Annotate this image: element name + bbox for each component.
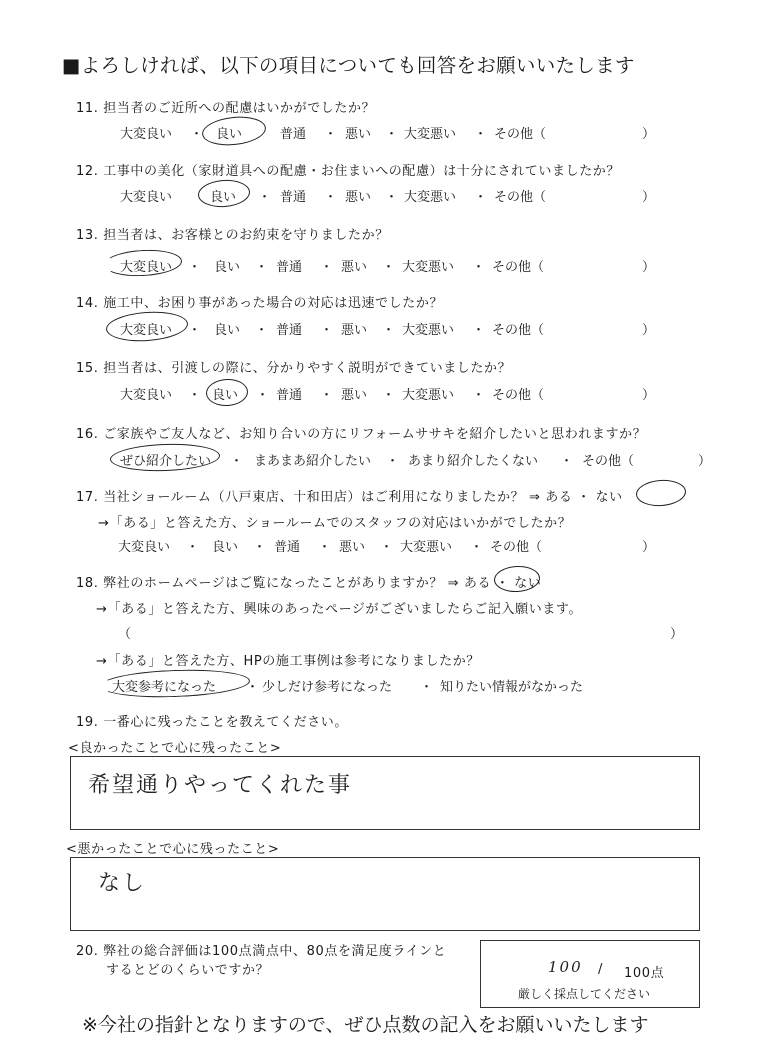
page-header: ■よろしければ、以下の項目についても回答をお願いいたします <box>62 54 635 77</box>
separator: ・ <box>320 323 334 338</box>
separator: ・ <box>385 127 399 142</box>
bad-memory-box[interactable] <box>70 857 700 931</box>
good-memory-answer: 希望通りやってくれた事 <box>88 773 353 798</box>
separator: ・ <box>188 388 202 403</box>
separator: ・ <box>386 454 400 469</box>
option-bad[interactable]: 悪い <box>341 388 368 403</box>
option-normal[interactable]: 普通 <box>280 127 307 142</box>
separator: ・ <box>382 260 396 275</box>
bad-memory-label: <悪かったことで心に残ったこと> <box>66 842 280 857</box>
separator: ・ <box>230 454 244 469</box>
separator: ・ <box>324 127 338 142</box>
separator: ・ <box>385 190 399 205</box>
option-bad[interactable]: 悪い <box>345 190 372 205</box>
option-very-good[interactable]: 大変良い <box>120 388 173 403</box>
score-note: 厳しく採点してください <box>518 987 651 1001</box>
separator: ・ <box>318 540 332 555</box>
option-other[interactable]: その他（ <box>494 190 547 205</box>
option-normal[interactable]: 普通 <box>276 388 303 403</box>
question-17-text: 17. 当社ショールーム（八戸東店、十和田店）はご利用になりましたか？ ⇒ ある ・ ない <box>76 490 623 505</box>
separator: ・ <box>256 388 270 403</box>
separator: ・ <box>380 540 394 555</box>
question-20-line1: 20. 弊社の総合評価は100点満点中、80点を満足度ラインと <box>76 944 447 959</box>
option-good[interactable]: 良い <box>212 388 239 403</box>
option-definitely-refer[interactable]: ぜひ紹介したい <box>120 454 212 469</box>
paren-close: ） <box>642 127 656 142</box>
separator: ・ <box>320 260 334 275</box>
option-very-good[interactable]: 大変良い <box>118 540 171 555</box>
option-other[interactable]: その他（ <box>494 127 547 142</box>
option-very-bad[interactable]: 大変悪い <box>404 190 457 205</box>
option-not-helpful[interactable]: 知りたい情報がなかった <box>440 680 584 695</box>
option-very-good[interactable]: 大変良い <box>120 260 173 275</box>
option-good[interactable]: 良い <box>212 540 239 555</box>
option-good[interactable]: 良い <box>210 190 237 205</box>
question-19-text: 19. 一番心に残ったことを教えてください。 <box>76 715 349 730</box>
option-other[interactable]: その他（ <box>582 454 635 469</box>
option-very-helpful[interactable]: 大変参考になった <box>112 680 217 695</box>
option-somewhat-refer[interactable]: まあまあ紹介したい <box>254 454 372 469</box>
separator: ・ <box>472 260 486 275</box>
option-other[interactable]: その他（ <box>490 540 543 555</box>
paren-close: ） <box>642 540 656 555</box>
bad-memory-answer: なし <box>98 871 147 896</box>
separator: ・ <box>470 540 484 555</box>
question-11-text: 11. 担当者のご近所への配慮はいかがでしたか？ <box>76 101 376 116</box>
option-other[interactable]: その他（ <box>492 260 545 275</box>
separator: ・ <box>320 388 334 403</box>
question-18-sub1: →「ある」と答えた方、興味のあったページがございましたらご記入願います。 <box>96 602 583 617</box>
option-slightly-helpful[interactable]: 少しだけ参考になった <box>262 680 393 695</box>
separator: ・ <box>190 127 204 142</box>
separator: ・ <box>258 190 272 205</box>
question-16-text: 16. ご家族やご友人など、お知り合いの方にリフォームササキを紹介したいと思われますか？ <box>76 427 647 442</box>
question-12-text: 12. 工事中の美化（家財道具への配慮・お住まいへの配慮）は十分にされていましたか？ <box>76 164 621 179</box>
option-other[interactable]: その他（ <box>492 323 545 338</box>
question-15-text: 15. 担当者は、引渡しの際に、分かりやすく説明ができていましたか？ <box>76 361 512 376</box>
question-13-text: 13. 担当者は、お客様とのお約束を守りましたか？ <box>76 228 389 243</box>
option-normal[interactable]: 普通 <box>276 323 303 338</box>
separator: ・ <box>472 388 486 403</box>
paren-close: ） <box>642 260 656 275</box>
score-value: 100 <box>548 958 583 976</box>
option-bad[interactable]: 悪い <box>341 323 368 338</box>
question-14-text: 14. 施工中、お困り事があった場合の対応は迅速でしたか？ <box>76 296 444 311</box>
option-bad[interactable]: 悪い <box>345 127 372 142</box>
option-normal[interactable]: 普通 <box>280 190 307 205</box>
option-other[interactable]: その他（ <box>492 388 545 403</box>
option-very-bad[interactable]: 大変悪い <box>402 323 455 338</box>
paren-close: ） <box>642 190 656 205</box>
separator: ・ <box>560 454 574 469</box>
option-very-bad[interactable]: 大変悪い <box>402 388 455 403</box>
separator: ・ <box>420 680 434 695</box>
option-very-good[interactable]: 大変良い <box>120 323 173 338</box>
good-memory-label: <良かったことで心に残ったこと> <box>68 741 282 756</box>
separator: ・ <box>186 540 200 555</box>
question-18-sub2: →「ある」と答えた方、HPの施工事例は参考になりましたか？ <box>96 654 480 669</box>
option-normal[interactable]: 普通 <box>274 540 301 555</box>
separator: ・ <box>246 680 260 695</box>
separator: ・ <box>255 323 269 338</box>
separator: ・ <box>253 540 267 555</box>
option-very-bad[interactable]: 大変悪い <box>404 127 457 142</box>
score-max: 100点 <box>624 966 665 981</box>
paren-close: ） <box>698 454 712 469</box>
separator: ・ <box>472 323 486 338</box>
score-slash: / <box>598 962 603 977</box>
question-18-text: 18. 弊社のホームページはご覧になったことがありますか？ ⇒ ある ・ ない <box>76 576 542 591</box>
option-normal[interactable]: 普通 <box>276 260 303 275</box>
question-20-line2: するとどのくらいですか？ <box>106 963 270 978</box>
separator: ・ <box>382 388 396 403</box>
separator: ・ <box>188 323 202 338</box>
option-very-bad[interactable]: 大変悪い <box>402 260 455 275</box>
footer-note: ※今社の指針となりますので、ぜひ点数の記入をお願いいたします <box>82 1014 649 1036</box>
separator: ・ <box>474 127 488 142</box>
separator: ・ <box>324 190 338 205</box>
option-good[interactable]: 良い <box>214 323 241 338</box>
option-good[interactable]: 良い <box>214 260 241 275</box>
separator: ・ <box>255 260 269 275</box>
option-very-good[interactable]: 大変良い <box>120 190 173 205</box>
option-bad[interactable]: 悪い <box>341 260 368 275</box>
question-17-sub: →「ある」と答えた方、ショールームでのスタッフの対応はいかがでしたか？ <box>98 516 572 531</box>
paren-open: （ <box>118 627 132 642</box>
paren-close: ） <box>670 627 684 642</box>
separator: ・ <box>382 323 396 338</box>
option-very-bad[interactable]: 大変悪い <box>400 540 453 555</box>
separator: ・ <box>188 260 202 275</box>
option-not-refer[interactable]: あまり紹介したくない <box>408 454 539 469</box>
option-bad[interactable]: 悪い <box>339 540 366 555</box>
paren-close: ） <box>642 323 656 338</box>
paren-close: ） <box>642 388 656 403</box>
page-interest-field[interactable] <box>140 620 660 640</box>
option-very-good[interactable]: 大変良い <box>120 127 173 142</box>
option-good[interactable]: 良い <box>216 127 243 142</box>
separator: ・ <box>474 190 488 205</box>
answer-circle-q17 <box>635 478 687 507</box>
